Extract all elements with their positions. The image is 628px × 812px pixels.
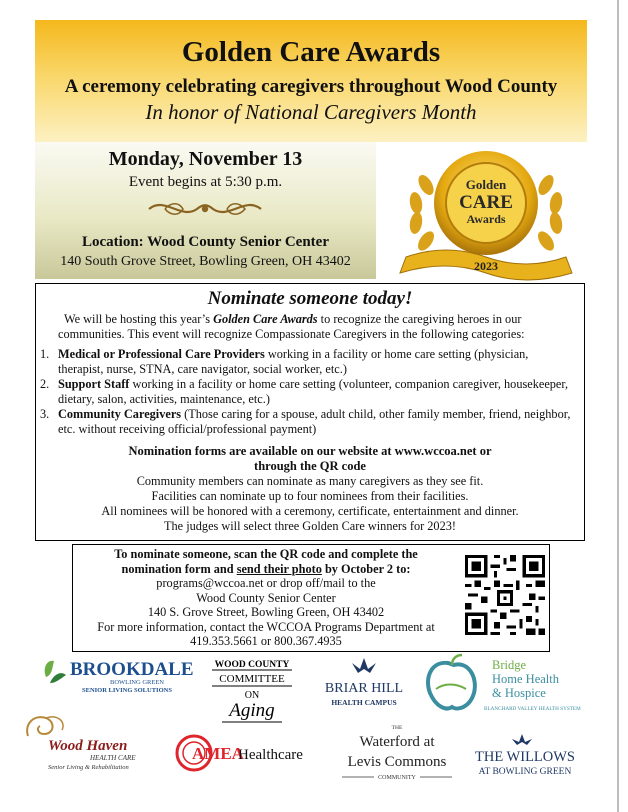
svg-text:HEALTH CARE: HEALTH CARE (90, 754, 136, 762)
svg-text:Bridge: Bridge (492, 658, 527, 672)
wood-haven-logo (18, 712, 158, 774)
svg-text:THE WILLOWS: THE WILLOWS (475, 749, 575, 765)
event-details (35, 142, 376, 279)
svg-text:2023: 2023 (474, 259, 498, 273)
svg-text:Wood Haven: Wood Haven (48, 738, 128, 754)
svg-text:BROOKDALE: BROOKDALE (70, 659, 194, 680)
svg-text:Golden: Golden (465, 177, 507, 192)
event-location: Location: Wood County Senior Center (82, 234, 329, 250)
svg-text:Aging: Aging (229, 700, 275, 721)
svg-text:AT BOWLING GREEN: AT BOWLING GREEN (478, 767, 572, 777)
flourish-ornament-icon (145, 194, 265, 224)
svg-text:Waterford at: Waterford at (359, 734, 435, 750)
svg-text:Awards: Awards (466, 212, 506, 226)
golden-care-seal-logo (386, 145, 586, 283)
qr-code-icon[interactable] (465, 555, 545, 635)
svg-text:WOOD COUNTY: WOOD COUNTY (214, 660, 290, 670)
svg-text:Senior Living & Rehabilitation: Senior Living & Rehabilitation (48, 764, 129, 771)
svg-text:& Hospice: & Hospice (492, 686, 546, 700)
svg-text:BOWLING GREEN: BOWLING GREEN (110, 679, 164, 686)
event-address: 140 South Grove Street, Bowling Green, OH 43402 (60, 254, 351, 269)
svg-text:COMMUNITY: COMMUNITY (378, 775, 416, 781)
svg-text:Home Health: Home Health (492, 672, 559, 686)
wood-county-committee-on-aging-logo (210, 658, 294, 730)
nominate-heading: Nominate someone today! (207, 288, 413, 309)
nominate-intro: We will be hosting this year’s Golden Care Awards to recognize the caregiving heroes in our communities. This event will recognize Compassionate Caregivers in the following categories: (58, 312, 525, 341)
svg-text:ON: ON (244, 690, 260, 701)
event-date: Monday, November 13 (108, 148, 303, 170)
event-subtitle: A ceremony celebrating caregivers throughout Wood County (64, 76, 558, 97)
waterford-at-levis-commons-logo (334, 722, 460, 784)
svg-text:AMEA: AMEA (192, 744, 244, 763)
svg-text:THE: THE (391, 725, 403, 731)
svg-text:SENIOR LIVING SOLUTIONS: SENIOR LIVING SOLUTIONS (82, 687, 172, 694)
nomination-rules: Community members can nominate as many caregivers as they see fit. Facilities can nominate up to four nominees from their facilities. All nominees will be honored with a ceremony, certificate, entertainment and dinner. The judges will select three Golden Care winners for 2023! (101, 474, 519, 533)
category-item: 3. Community Caregivers (Those caring for a spouse, adult child, other family member, friend, neighbor, etc. without receiving official/professional payment) (40, 407, 571, 436)
nominate-section (35, 283, 585, 541)
brookdale-logo (40, 655, 200, 695)
category-item: 2. Support Staff working in a facility or home care setting (volunteer, companion caregiver, housekeeper, dietary, salon, activities, maintenance, etc.) (40, 377, 569, 406)
event-tagline: In honor of National Caregivers Month (145, 100, 477, 124)
qr-instructions: To nominate someone, scan the QR code and complete the nomination form and send their photo by October 2 to: programs@wccoa.net or drop off/mail to the Wood County Senior Center 140 S. Grove Street, Bowling Green, OH 43402 For more information, contact the WCCOA Programs Department at 419.353.5661 or 800.367.4935 (97, 547, 435, 648)
svg-text:BLANCHARD VALLEY HEALTH SYSTEM: BLANCHARD VALLEY HEALTH SYSTEM (484, 706, 581, 712)
nomination-forms-note: Nomination forms are available on our website at www.wccoa.net or through the QR code (128, 444, 492, 473)
svg-text:COMMITTEE: COMMITTEE (219, 673, 285, 685)
bridge-home-health-logo (422, 653, 588, 715)
category-item: 1. Medical or Professional Care Providers working in a facility or home care setting (physician, therapist, nurse, STNA, care navigator, social worker, etc.) (40, 347, 529, 376)
page-edge (617, 0, 619, 812)
svg-text:Healthcare: Healthcare (238, 747, 303, 763)
event-time: Event begins at 5:30 p.m. (128, 174, 283, 190)
qr-instructions-section (72, 544, 550, 652)
event-title: Golden Care Awards (181, 36, 441, 68)
svg-text:BRIAR HILL: BRIAR HILL (324, 681, 404, 696)
svg-text:HEALTH CAMPUS: HEALTH CAMPUS (331, 698, 397, 707)
briar-hill-logo (316, 655, 412, 711)
amea-healthcare-logo (172, 733, 312, 773)
svg-text:Levis Commons: Levis Commons (347, 754, 447, 770)
svg-text:CARE: CARE (459, 192, 513, 213)
the-willows-logo (470, 730, 580, 780)
header-banner (35, 20, 587, 142)
category-list (36, 347, 576, 437)
